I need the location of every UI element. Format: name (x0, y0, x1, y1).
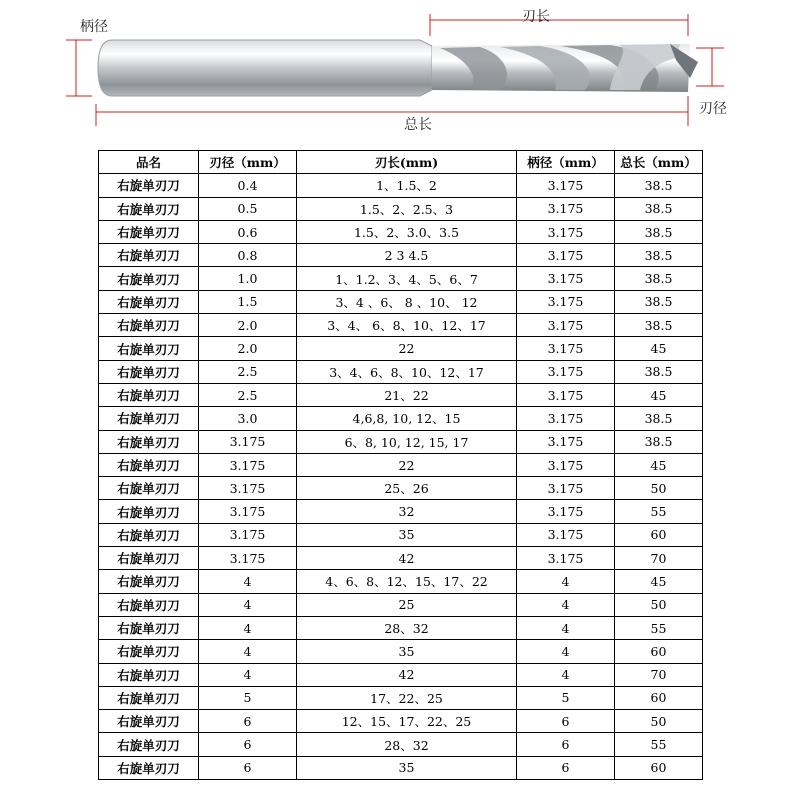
shank-diameter-cell: 3.175 (517, 314, 615, 337)
shank-diameter-cell: 3.175 (517, 477, 615, 500)
product-name-cell: 右旋单刃刀 (99, 220, 199, 243)
table-row (99, 523, 703, 546)
product-name-cell: 右旋单刃刀 (99, 430, 199, 453)
overall-length-cell: 60 (615, 756, 703, 779)
shank-diameter-cell: 4 (517, 640, 615, 663)
blade-length-cell: 3、4、6、8、10、12、17 (297, 360, 517, 383)
overall-length-cell: 45 (615, 570, 703, 593)
shank-diameter-cell: 4 (517, 593, 615, 616)
blade-diameter-cell: 3.0 (199, 407, 297, 430)
table-row (99, 616, 703, 639)
blade-diameter-cell: 3.175 (199, 547, 297, 570)
blade-diameter-cell: 2.0 (199, 337, 297, 360)
blade-length-cell: 3、4、 6、8、10、12、17 (297, 314, 517, 337)
shank-diameter-cell: 3.175 (517, 547, 615, 570)
blade-diameter-cell: 0.6 (199, 220, 297, 243)
product-name-cell: 右旋单刃刀 (99, 290, 199, 313)
product-name-cell: 右旋单刃刀 (99, 663, 199, 686)
end-mill-diagram (0, 0, 800, 140)
product-name-cell: 右旋单刃刀 (99, 197, 199, 220)
blade-diameter-label: 刃径 (699, 101, 727, 117)
blade-diameter-cell: 4 (199, 616, 297, 639)
shank-diameter-cell: 4 (517, 570, 615, 593)
product-name-cell: 右旋单刃刀 (99, 337, 199, 360)
blade-diameter-cell: 3.175 (199, 453, 297, 476)
blade-length-cell: 22 (297, 453, 517, 476)
overall-length-cell: 45 (615, 383, 703, 406)
shank-diameter-cell: 3.175 (517, 174, 615, 197)
product-name-cell: 右旋单刃刀 (99, 640, 199, 663)
blade-length-cell: 35 (297, 756, 517, 779)
table-row (99, 663, 703, 686)
blade-diameter-cell: 1.5 (199, 290, 297, 313)
table-row (99, 593, 703, 616)
blade-diameter-cell: 6 (199, 733, 297, 756)
overall-length-cell: 55 (615, 616, 703, 639)
blade-length-cell: 25 (297, 593, 517, 616)
blade-diameter-cell: 2.5 (199, 360, 297, 383)
blade-length-cell: 42 (297, 547, 517, 570)
table-row (99, 197, 703, 220)
table-row (99, 477, 703, 500)
product-name-cell: 右旋单刃刀 (99, 616, 199, 639)
product-name-cell: 右旋单刃刀 (99, 523, 199, 546)
overall-length-label: 总长 (404, 117, 432, 133)
blade-diameter-cell: 3.175 (199, 500, 297, 523)
product-name-cell: 右旋单刃刀 (99, 360, 199, 383)
product-name-cell: 右旋单刃刀 (99, 383, 199, 406)
shank-diameter-cell: 3.175 (517, 360, 615, 383)
header-shank-diameter: 柄径（mm） (517, 151, 615, 174)
overall-length-cell: 45 (615, 337, 703, 360)
overall-length-cell: 38.5 (615, 360, 703, 383)
header-blade-diameter: 刃径（mm） (199, 151, 297, 174)
overall-length-cell: 60 (615, 686, 703, 709)
blade-length-cell: 35 (297, 523, 517, 546)
product-name-cell: 右旋单刃刀 (99, 174, 199, 197)
blade-diameter-cell: 2.5 (199, 383, 297, 406)
shank-diameter-label: 柄径 (80, 19, 108, 35)
overall-length-cell: 38.5 (615, 267, 703, 290)
product-name-cell: 右旋单刃刀 (99, 733, 199, 756)
shank-diameter-cell: 3.175 (517, 383, 615, 406)
shank-diameter-cell: 3.175 (517, 220, 615, 243)
table-row (99, 686, 703, 709)
table-row (99, 710, 703, 733)
table-row (99, 640, 703, 663)
shank-diameter-cell: 3.175 (517, 337, 615, 360)
product-name-cell: 右旋单刃刀 (99, 244, 199, 267)
header-overall-length: 总长（mm） (615, 151, 703, 174)
product-name-cell: 右旋单刃刀 (99, 547, 199, 570)
blade-length-cell: 1、1.2、3、4、5、6、7 (297, 267, 517, 290)
shank-diameter-cell: 3.175 (517, 500, 615, 523)
product-name-cell: 右旋单刃刀 (99, 453, 199, 476)
blade-diameter-cell: 3.175 (199, 523, 297, 546)
shank-diameter-cell: 3.175 (517, 453, 615, 476)
product-name-cell: 右旋单刃刀 (99, 407, 199, 430)
blade-length-cell: 4,6,8, 10, 12、15 (297, 407, 517, 430)
shank-diameter-cell: 3.175 (517, 244, 615, 267)
overall-length-cell: 38.5 (615, 174, 703, 197)
table-row (99, 244, 703, 267)
blade-diameter-cell: 4 (199, 640, 297, 663)
overall-length-cell: 38.5 (615, 314, 703, 337)
table-row (99, 290, 703, 313)
overall-length-cell: 38.5 (615, 220, 703, 243)
header-blade-length: 刃长(mm) (297, 151, 517, 174)
blade-length-cell: 32 (297, 500, 517, 523)
table-row (99, 430, 703, 453)
shank-diameter-cell: 4 (517, 663, 615, 686)
blade-length-cell: 28、32 (297, 616, 517, 639)
blade-length-cell: 21、22 (297, 383, 517, 406)
overall-length-cell: 50 (615, 477, 703, 500)
table-row (99, 453, 703, 476)
table-row (99, 407, 703, 430)
blade-length-cell: 6、8, 10, 12, 15, 17 (297, 430, 517, 453)
blade-length-cell: 1.5、2、3.0、3.5 (297, 220, 517, 243)
blade-diameter-cell: 4 (199, 593, 297, 616)
end-mill-illustration (0, 0, 800, 140)
overall-length-cell: 38.5 (615, 407, 703, 430)
overall-length-cell: 38.5 (615, 290, 703, 313)
table-row (99, 360, 703, 383)
blade-diameter-cell: 4 (199, 663, 297, 686)
table-row (99, 547, 703, 570)
blade-diameter-cell: 3.175 (199, 430, 297, 453)
product-name-cell: 右旋单刃刀 (99, 314, 199, 337)
overall-length-cell: 38.5 (615, 197, 703, 220)
blade-length-cell: 25、26 (297, 477, 517, 500)
blade-diameter-cell: 6 (199, 756, 297, 779)
blade-length-cell: 1、1.5、2 (297, 174, 517, 197)
blade-length-cell: 12、15、17、22、25 (297, 710, 517, 733)
overall-length-cell: 38.5 (615, 430, 703, 453)
overall-length-cell: 45 (615, 453, 703, 476)
shank-diameter-cell: 6 (517, 756, 615, 779)
blade-length-cell: 28、32 (297, 733, 517, 756)
blade-length-cell: 2 3 4.5 (297, 244, 517, 267)
overall-length-cell: 50 (615, 710, 703, 733)
product-name-cell: 右旋单刃刀 (99, 570, 199, 593)
shank-diameter-cell: 3.175 (517, 197, 615, 220)
table-row (99, 500, 703, 523)
table-body (99, 174, 703, 780)
blade-diameter-cell: 0.8 (199, 244, 297, 267)
table-row (99, 174, 703, 197)
product-name-cell: 右旋单刃刀 (99, 756, 199, 779)
overall-length-cell: 70 (615, 663, 703, 686)
blade-length-label: 刃长 (522, 9, 550, 25)
blade-diameter-cell: 0.4 (199, 174, 297, 197)
shank-diameter-cell: 3.175 (517, 430, 615, 453)
blade-diameter-cell: 6 (199, 710, 297, 733)
blade-diameter-cell: 3.175 (199, 477, 297, 500)
blade-length-cell: 22 (297, 337, 517, 360)
product-name-cell: 右旋单刃刀 (99, 686, 199, 709)
product-name-cell: 右旋单刃刀 (99, 500, 199, 523)
blade-diameter-cell: 1.0 (199, 267, 297, 290)
table-row (99, 383, 703, 406)
overall-length-cell: 70 (615, 547, 703, 570)
shank-diameter-cell: 5 (517, 686, 615, 709)
blade-length-cell: 3、4 、6、 8 、10、 12 (297, 290, 517, 313)
overall-length-cell: 38.5 (615, 244, 703, 267)
blade-length-cell: 4、6、8、12、15、17、22 (297, 570, 517, 593)
overall-length-cell: 60 (615, 523, 703, 546)
spec-table (98, 150, 703, 780)
shank-diameter-cell: 6 (517, 710, 615, 733)
table-row (99, 337, 703, 360)
shank-diameter-cell: 6 (517, 733, 615, 756)
shank-diameter-cell: 3.175 (517, 290, 615, 313)
blade-diameter-cell: 4 (199, 570, 297, 593)
table-row (99, 570, 703, 593)
product-name-cell: 右旋单刃刀 (99, 710, 199, 733)
table-row (99, 267, 703, 290)
table-row (99, 733, 703, 756)
blade-diameter-cell: 0.5 (199, 197, 297, 220)
table-row (99, 756, 703, 779)
blade-length-cell: 17、22、25 (297, 686, 517, 709)
product-name-cell: 右旋单刃刀 (99, 267, 199, 290)
shank-diameter-cell: 4 (517, 616, 615, 639)
blade-diameter-cell: 2.0 (199, 314, 297, 337)
shank-diameter-cell: 3.175 (517, 523, 615, 546)
table-header-row (99, 151, 703, 174)
shank-diameter-cell: 3.175 (517, 267, 615, 290)
overall-length-cell: 50 (615, 593, 703, 616)
overall-length-cell: 60 (615, 640, 703, 663)
blade-diameter-cell: 5 (199, 686, 297, 709)
product-name-cell: 右旋单刃刀 (99, 477, 199, 500)
overall-length-cell: 55 (615, 733, 703, 756)
product-name-cell: 右旋单刃刀 (99, 593, 199, 616)
blade-length-cell: 42 (297, 663, 517, 686)
shank-diameter-cell: 3.175 (517, 407, 615, 430)
table-row (99, 220, 703, 243)
table-row (99, 314, 703, 337)
blade-length-cell: 1.5、2、2.5、3 (297, 197, 517, 220)
overall-length-cell: 55 (615, 500, 703, 523)
blade-length-cell: 35 (297, 640, 517, 663)
header-product-name: 品名 (99, 151, 199, 174)
